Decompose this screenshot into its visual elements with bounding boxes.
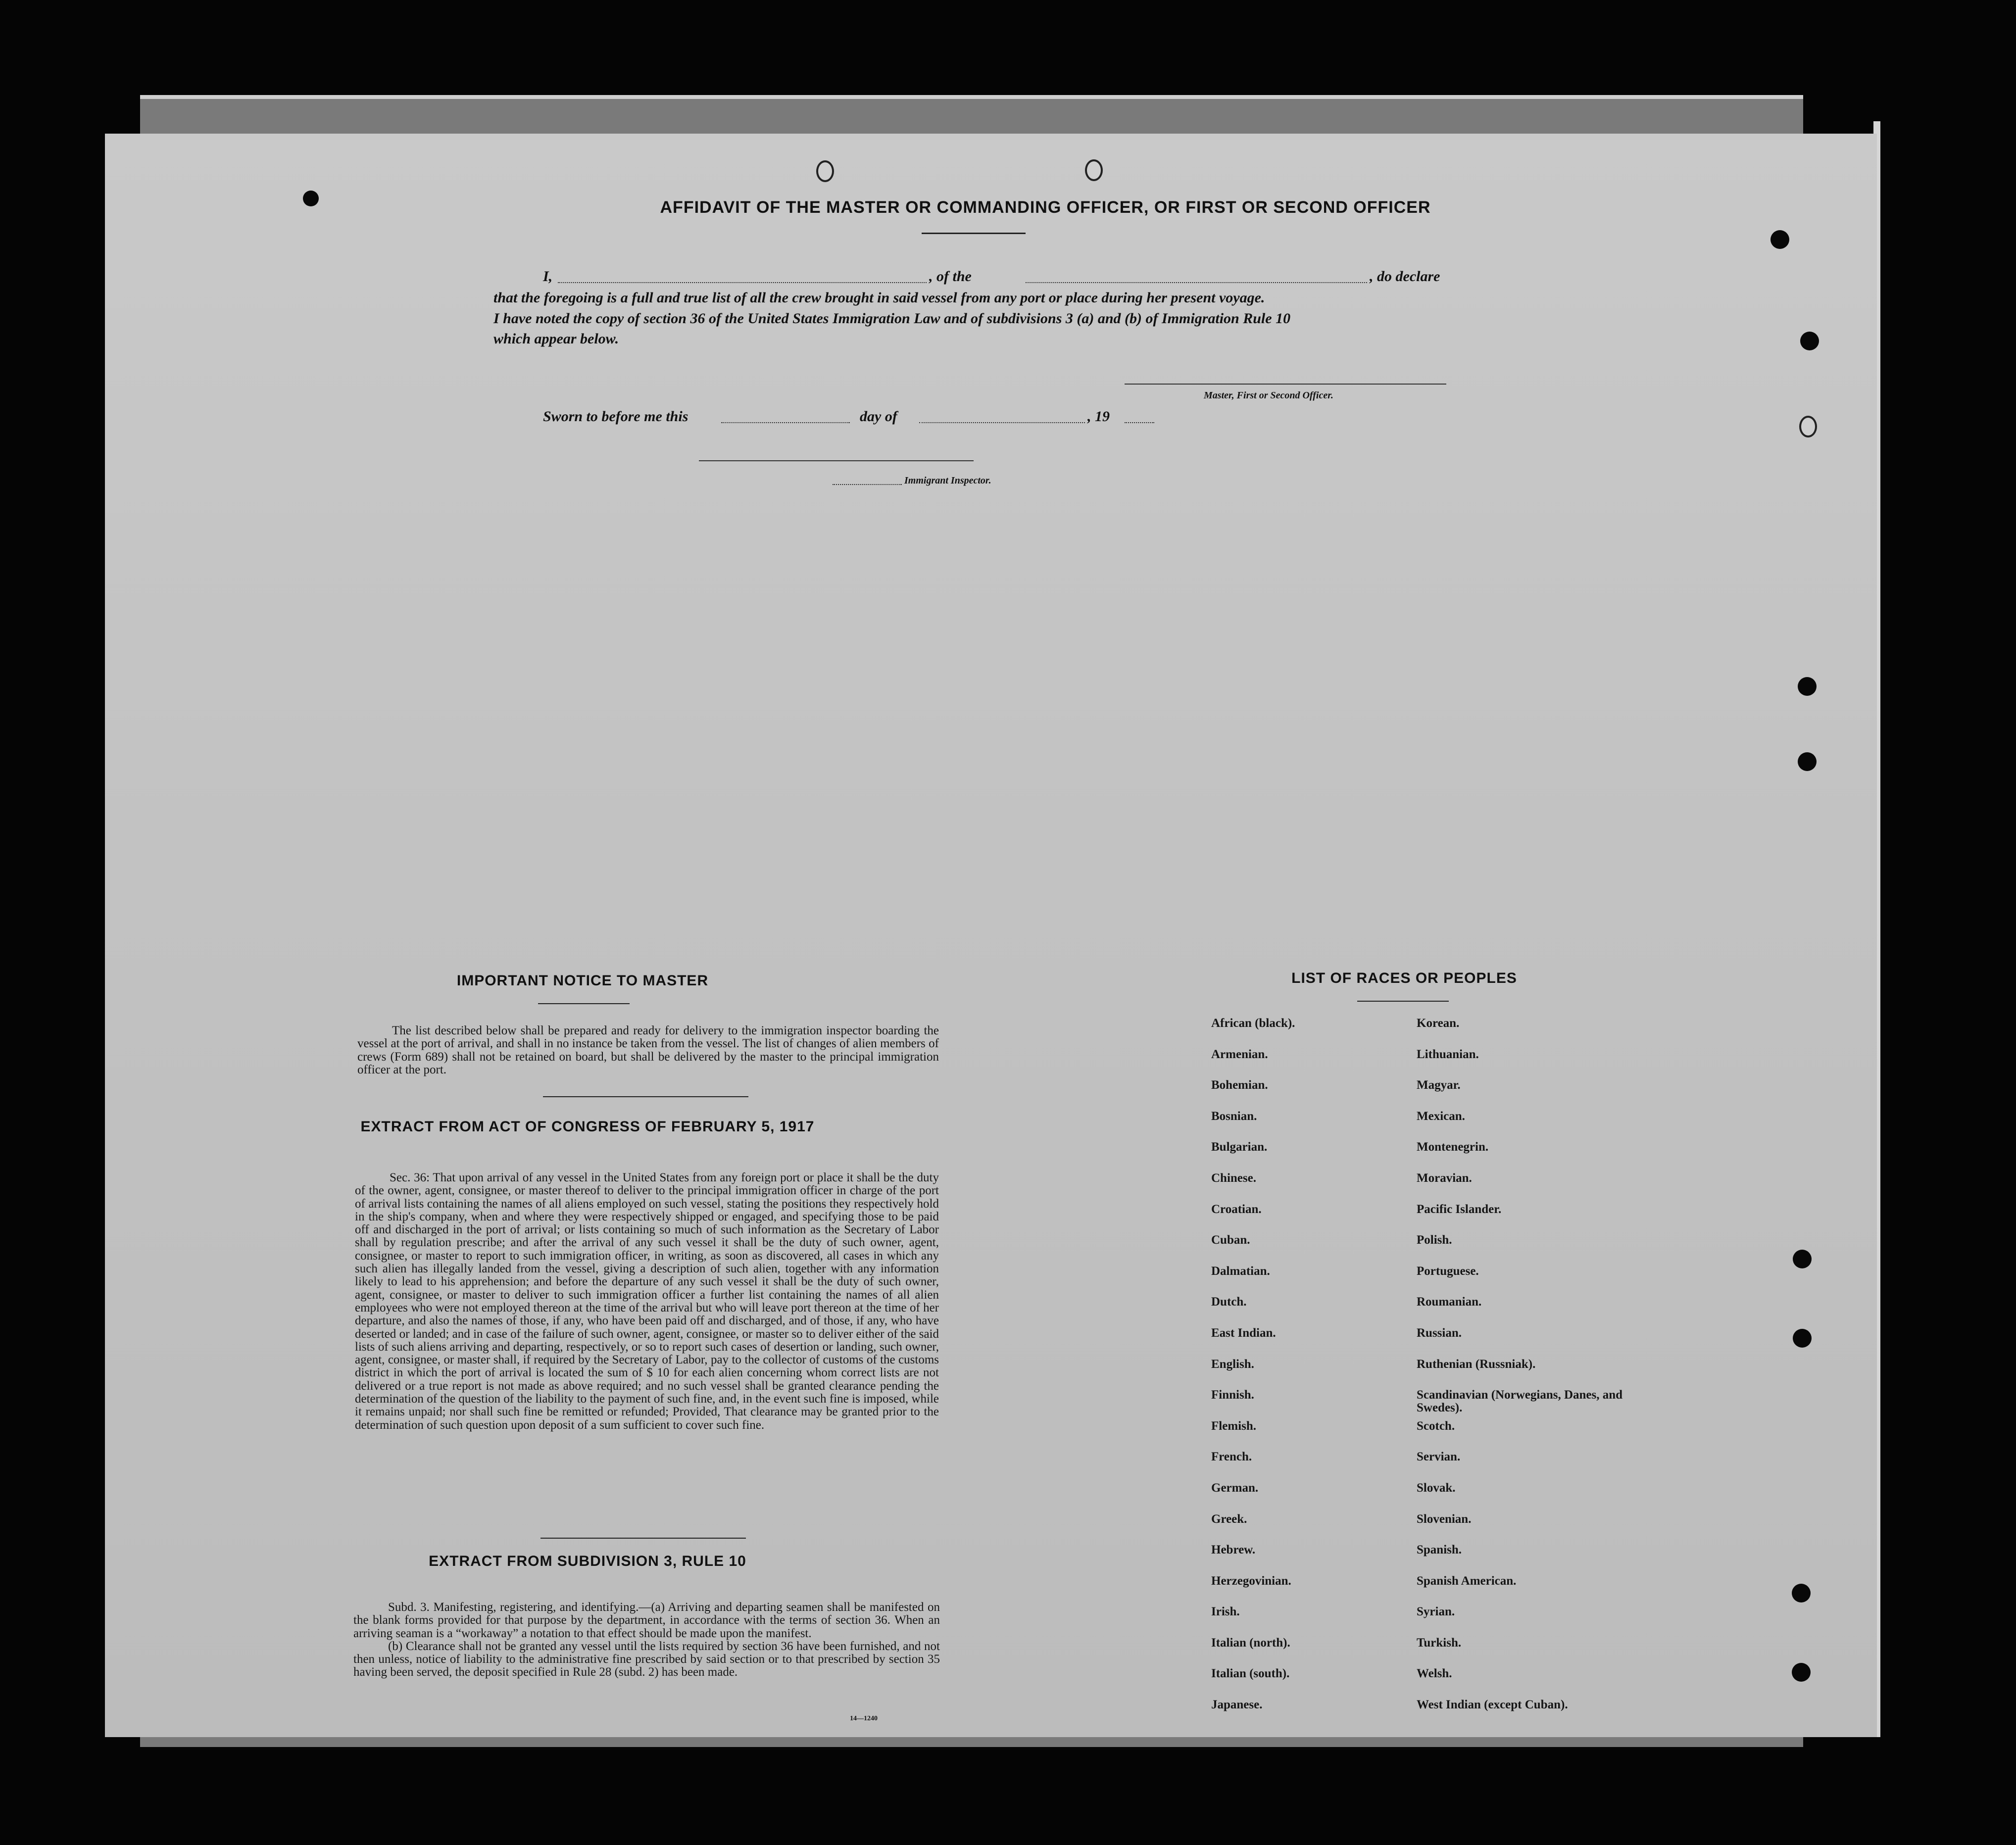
race-list-item: Armenian.	[1211, 1047, 1268, 1061]
race-list-item: Greek.	[1211, 1512, 1247, 1526]
race-list-item: Herzegovinian.	[1211, 1574, 1291, 1588]
rule-text	[353, 1601, 940, 1679]
race-list-item: Mexican.	[1417, 1109, 1465, 1123]
affidavit-do-declare-label: , do declare	[1370, 268, 1440, 285]
race-list-item: French.	[1211, 1450, 1252, 1464]
binder-hole-icon	[816, 160, 834, 182]
act-title: EXTRACT FROM ACT OF CONGRESS OF FEBRUARY 5, 1917	[360, 1118, 815, 1135]
notice-title: IMPORTANT NOTICE TO MASTER	[456, 972, 709, 989]
punch-hole-icon	[1798, 752, 1817, 771]
race-list-item: Bulgarian.	[1211, 1140, 1268, 1154]
notice-paragraph: The list described below shall be prepared and ready for delivery to the immigration inspector boarding the vessel at the port of arrival, and shall in no instance be taken from the vessel. The list of changes of alien members of crews (Form 689) shall not be retained on board, but shall be delivered by the master to the principal immigration officer at the port.	[357, 1024, 939, 1076]
affidavit-text-line-2: I have noted the copy of section 36 of the United States Immigration Law and of subdivisions 3 (a) and (b) of Immigration Rule 10	[493, 310, 1291, 327]
punch-hole-icon	[1793, 1329, 1812, 1348]
race-list-item: Korean.	[1417, 1017, 1460, 1030]
punch-hole-icon	[1798, 677, 1817, 696]
affidavit-i-label: I,	[543, 268, 553, 285]
race-list-item: Montenegrin.	[1417, 1140, 1489, 1154]
race-list-item: Turkish.	[1417, 1636, 1462, 1650]
races-column-2	[1417, 1017, 1624, 1730]
race-list-item: East Indian.	[1211, 1326, 1276, 1340]
race-list-item: Spanish American.	[1417, 1574, 1517, 1588]
inspector-name-field[interactable]	[833, 484, 902, 485]
notice-text	[357, 1024, 939, 1076]
race-list-item: Croatian.	[1211, 1202, 1262, 1216]
sworn-year-field[interactable]	[1125, 422, 1154, 423]
race-list-item: African (black).	[1211, 1017, 1295, 1030]
sworn-day-field[interactable]	[721, 422, 850, 423]
section-divider	[541, 1538, 746, 1539]
affidavit-title: AFFIDAVIT OF THE MASTER OR COMMANDING OFFICER, OR FIRST OR SECOND OFFICER	[660, 198, 1431, 217]
form-number: 14—1240	[850, 1715, 878, 1722]
race-list-item: Welsh.	[1417, 1667, 1452, 1681]
race-list-item: Pacific Islander.	[1417, 1202, 1502, 1216]
year-prefix-label: , 19	[1087, 408, 1110, 425]
race-list-item: West Indian (except Cuban).	[1417, 1698, 1568, 1712]
race-list-item: Italian (north).	[1211, 1636, 1290, 1650]
race-list-item: Spanish.	[1417, 1543, 1462, 1557]
race-list-item: German.	[1211, 1481, 1259, 1495]
race-list-item: Dalmatian.	[1211, 1264, 1270, 1278]
race-list-item: Chinese.	[1211, 1171, 1256, 1185]
race-list-item: Polish.	[1417, 1233, 1452, 1247]
declarant-name-field[interactable]	[558, 282, 927, 283]
inspector-caption: Immigrant Inspector.	[904, 475, 991, 486]
race-list-item: Portuguese.	[1417, 1264, 1479, 1278]
race-list-item: Slovak.	[1417, 1481, 1456, 1495]
race-list-item: Moravian.	[1417, 1171, 1472, 1185]
race-list-item: Flemish.	[1211, 1419, 1256, 1433]
race-list-item: Slovenian.	[1417, 1512, 1472, 1526]
race-list-item: English.	[1211, 1357, 1254, 1371]
punch-hole-icon	[1800, 332, 1819, 350]
section-divider	[543, 1096, 748, 1097]
races-column-1	[1211, 1017, 1295, 1730]
race-list-item: Italian (south).	[1211, 1667, 1290, 1681]
officer-signature-field[interactable]	[1125, 384, 1446, 385]
act-paragraph: Sec. 36: That upon arrival of any vessel in the United States from any foreign port or place it shall be the duty of the owner, agent, consignee, or master thereof to deliver to the principal immigration officer in charge of the port of arrival lists containing the names of all aliens employed on such vessel, stating the positions they respectively hold in the ship's company, when and where they were respectively shipped or engaged, and specifying those to be paid off and discharged in the port of arrival; or lists containing so much of such information as the Secretary of Labor shall by regulation prescribe; and after the arrival of any such vessel it shall be the duty of such owner, agent, consignee, or master to report to such immigration officer, in writing, as soon as discovered, all cases in which any such alien has illegally landed from the vessel, giving a description of such alien, together with any information likely to lead to his apprehension; and before the departure of any such vessel it shall be the duty of such owner, agent, consignee, or master to deliver to such immigration officer a further list containing the names of all alien employees who were not employed thereon at the time of the arrival but who will leave port thereon at the time of her departure, and also the names of those, if any, who have been paid off and discharged, and of those, if any, who have deserted or landed; and in case of the failure of such owner, agent, consignee, or master so to deliver either of the said lists of such aliens arriving and departing, respectively, or so to report such cases of desertion or landing, such owner, agent, consignee, or master shall, if required by the Secretary of Labor, pay to the collector of customs of the customs district in which the port of arrival is located the sum of $ 10 for each alien concerning whom correct lists are not delivered or a true report is not made as above required; and no such vessel shall be granted clearance pending the determination of the question of the liability to the payment of such fine, and, in the event such fine is imposed, while it remains unpaid; nor shall such fine be remitted or refunded; Provided, That clearance may be granted prior to the determination of such question upon deposit of a sum sufficient to cover such fine.	[355, 1171, 939, 1432]
race-list-item: Lithuanian.	[1417, 1047, 1479, 1061]
notice-title-underline	[538, 1003, 630, 1004]
inspector-signature-field[interactable]	[699, 460, 974, 461]
race-list-item: Scandinavian (Norwegians, Danes, and Swedes).	[1417, 1388, 1623, 1415]
race-list-item: Scotch.	[1417, 1419, 1455, 1433]
races-title-underline	[1357, 1001, 1449, 1002]
race-list-item: Russian.	[1417, 1326, 1462, 1340]
act-text	[355, 1171, 939, 1432]
race-list-item: Cuban.	[1211, 1233, 1250, 1247]
title-underline	[922, 233, 1026, 234]
sworn-prefix-label: Sworn to before me this	[543, 408, 688, 425]
race-list-item: Japanese.	[1211, 1698, 1263, 1712]
affidavit-text-line-3: which appear below.	[493, 331, 619, 347]
sworn-month-field[interactable]	[919, 422, 1085, 423]
race-list-item: Bohemian.	[1211, 1078, 1268, 1092]
affidavit-of-the-label: , of the	[929, 268, 972, 285]
race-list-item: Bosnian.	[1211, 1109, 1257, 1123]
punch-hole-icon	[1792, 1663, 1811, 1682]
race-list-item: Finnish.	[1211, 1388, 1254, 1402]
rule-title: EXTRACT FROM SUBDIVISION 3, RULE 10	[429, 1553, 746, 1569]
rule-paragraph-b: (b) Clearance shall not be granted any vessel until the lists required by section 36 have been furnished, and not then unless, notice of liability to the administrative fine prescribed by said section or to that prescribed by section 35 having been served, the deposit specified in Rule 28 (subd. 2) has been made.	[353, 1639, 940, 1679]
officer-signature-caption: Master, First or Second Officer.	[1204, 390, 1333, 401]
race-list-item: Dutch.	[1211, 1295, 1247, 1309]
binder-hole-icon	[1085, 159, 1103, 181]
race-list-item: Syrian.	[1417, 1605, 1455, 1619]
punch-hole-icon	[1770, 230, 1789, 249]
race-list-item: Servian.	[1417, 1450, 1461, 1464]
binder-hole-icon	[1799, 416, 1817, 437]
affidavit-text-line-1: that the foregoing is a full and true list of all the crew brought in said vessel from any port or place during her present voyage.	[493, 290, 1265, 306]
punch-hole-icon	[1793, 1250, 1812, 1268]
race-list-item: Roumanian.	[1417, 1295, 1482, 1309]
day-of-label: day of	[860, 408, 897, 425]
races-title: LIST OF RACES OR PEOPLES	[1291, 970, 1517, 986]
race-list-item: Magyar.	[1417, 1078, 1461, 1092]
rule-paragraph-a: Subd. 3. Manifesting, registering, and identifying.—(a) Arriving and departing seamen shall be manifested on the blank forms provided for that purpose by the department, in accordance with the terms of section 36. When an arriving seaman is a “workaway” a notation to that effect should be made upon the manifest.	[353, 1601, 940, 1640]
race-list-item: Irish.	[1211, 1605, 1240, 1619]
punch-hole-icon	[303, 191, 319, 206]
race-list-item: Ruthenian (Russniak).	[1417, 1357, 1536, 1371]
punch-hole-icon	[1792, 1584, 1811, 1602]
race-list-item: Hebrew.	[1211, 1543, 1256, 1557]
manifest-page	[105, 134, 1877, 1737]
vessel-name-field[interactable]	[1026, 282, 1367, 283]
